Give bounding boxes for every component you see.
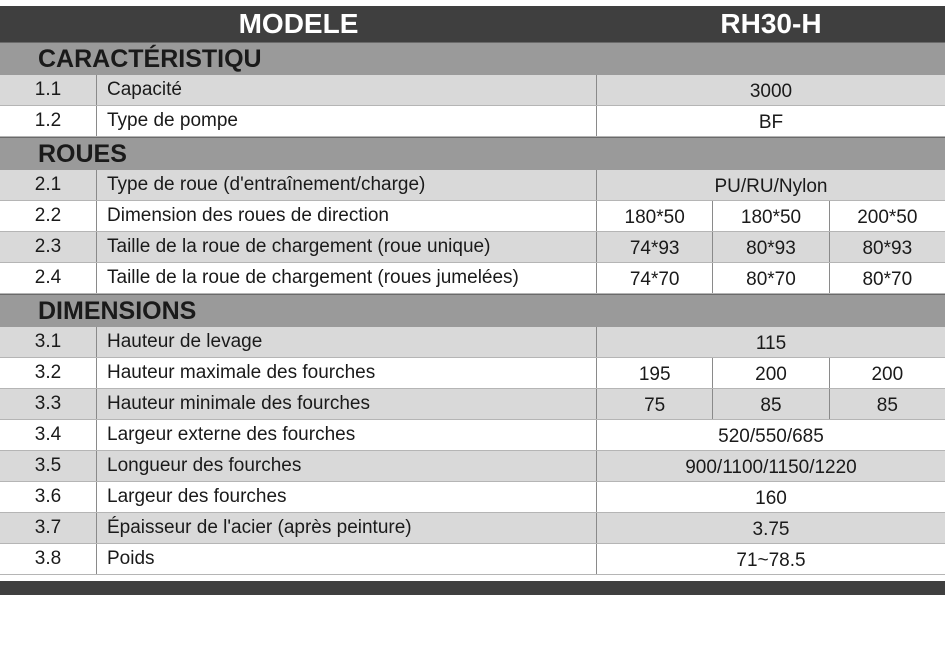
row-number: 3.7	[0, 513, 97, 543]
table-row	[0, 75, 945, 106]
row-label: Taille de la roue de chargement (roue unique)	[97, 232, 597, 262]
row-values	[597, 513, 945, 543]
row-number: 2.2	[0, 201, 97, 231]
value-cell: 74*70	[629, 269, 680, 290]
row-values	[597, 420, 945, 450]
table-row	[0, 263, 945, 294]
row-number: 1.1	[0, 75, 97, 105]
table-row	[0, 482, 945, 513]
value-cell: 180*50	[712, 201, 828, 231]
table-row	[0, 544, 945, 575]
value-cell: PU/RU/Nylon	[714, 176, 828, 197]
row-number: 3.1	[0, 327, 97, 357]
row-values	[597, 170, 945, 200]
value-cell: 80*70	[712, 263, 828, 293]
value-cell: 900/1100/1150/1220	[685, 457, 857, 478]
row-values	[597, 106, 945, 136]
row-values	[597, 232, 945, 262]
table-row	[0, 327, 945, 358]
row-number: 3.2	[0, 358, 97, 388]
row-values	[597, 75, 945, 105]
row-number: 3.3	[0, 389, 97, 419]
table-footer-bar	[0, 581, 945, 595]
row-label: Poids	[97, 544, 597, 574]
row-values	[597, 389, 945, 419]
row-label: Capacité	[97, 75, 597, 105]
row-number: 2.4	[0, 263, 97, 293]
value-cell: 200	[829, 358, 945, 388]
value-cell: 160	[755, 488, 787, 509]
table-body	[0, 42, 945, 575]
row-label: Largeur des fourches	[97, 482, 597, 512]
row-values	[597, 482, 945, 512]
row-values	[597, 327, 945, 357]
row-label: Type de roue (d'entraînement/charge)	[97, 170, 597, 200]
table-row	[0, 358, 945, 389]
value-cell: 520/550/685	[718, 426, 824, 447]
row-label: Épaisseur de l'acier (après peinture)	[97, 513, 597, 543]
value-cell: 180*50	[624, 207, 685, 228]
row-label: Taille de la roue de chargement (roues jumelées)	[97, 263, 597, 293]
value-cell: 3000	[749, 81, 793, 102]
row-values	[597, 201, 945, 231]
row-label: Largeur externe des fourches	[97, 420, 597, 450]
table-row	[0, 389, 945, 420]
value-cell: 74*93	[629, 238, 680, 259]
spec-table	[0, 6, 945, 595]
row-number: 3.4	[0, 420, 97, 450]
row-label: Longueur des fourches	[97, 451, 597, 481]
section-header: CARACTÉRISTIQU	[0, 42, 945, 75]
value-cell: 200*50	[829, 201, 945, 231]
value-cell: 75	[644, 395, 666, 416]
table-row	[0, 420, 945, 451]
row-number: 3.6	[0, 482, 97, 512]
row-values	[597, 451, 945, 481]
value-cell: 85	[712, 389, 828, 419]
row-label: Type de pompe	[97, 106, 597, 136]
value-cell: 71~78.5	[736, 550, 806, 571]
model-value: RH30-H	[720, 8, 822, 39]
value-cell: 80*70	[829, 263, 945, 293]
value-cell: 80*93	[829, 232, 945, 262]
value-cell: 85	[829, 389, 945, 419]
section-header: ROUES	[0, 137, 945, 170]
row-number: 3.8	[0, 544, 97, 574]
table-row	[0, 201, 945, 232]
table-row	[0, 451, 945, 482]
row-label: Hauteur maximale des fourches	[97, 358, 597, 388]
value-cell: 80*93	[712, 232, 828, 262]
row-number: 2.1	[0, 170, 97, 200]
row-label: Hauteur minimale des fourches	[97, 389, 597, 419]
row-values	[597, 544, 945, 574]
table-row	[0, 513, 945, 544]
row-number: 2.3	[0, 232, 97, 262]
row-label: Dimension des roues de direction	[97, 201, 597, 231]
table-row	[0, 232, 945, 263]
table-row	[0, 170, 945, 201]
value-cell: 115	[755, 333, 787, 354]
table-row	[0, 106, 945, 137]
value-cell: 195	[638, 364, 671, 385]
row-number: 3.5	[0, 451, 97, 481]
value-cell: 3.75	[752, 519, 790, 540]
row-values	[597, 358, 945, 388]
value-cell: BF	[758, 112, 784, 133]
row-label: Hauteur de levage	[97, 327, 597, 357]
row-values	[597, 263, 945, 293]
section-header: DIMENSIONS	[0, 294, 945, 327]
model-label: MODELE	[238, 8, 359, 39]
row-number: 1.2	[0, 106, 97, 136]
value-cell: 200	[712, 358, 828, 388]
table-header	[0, 6, 945, 42]
